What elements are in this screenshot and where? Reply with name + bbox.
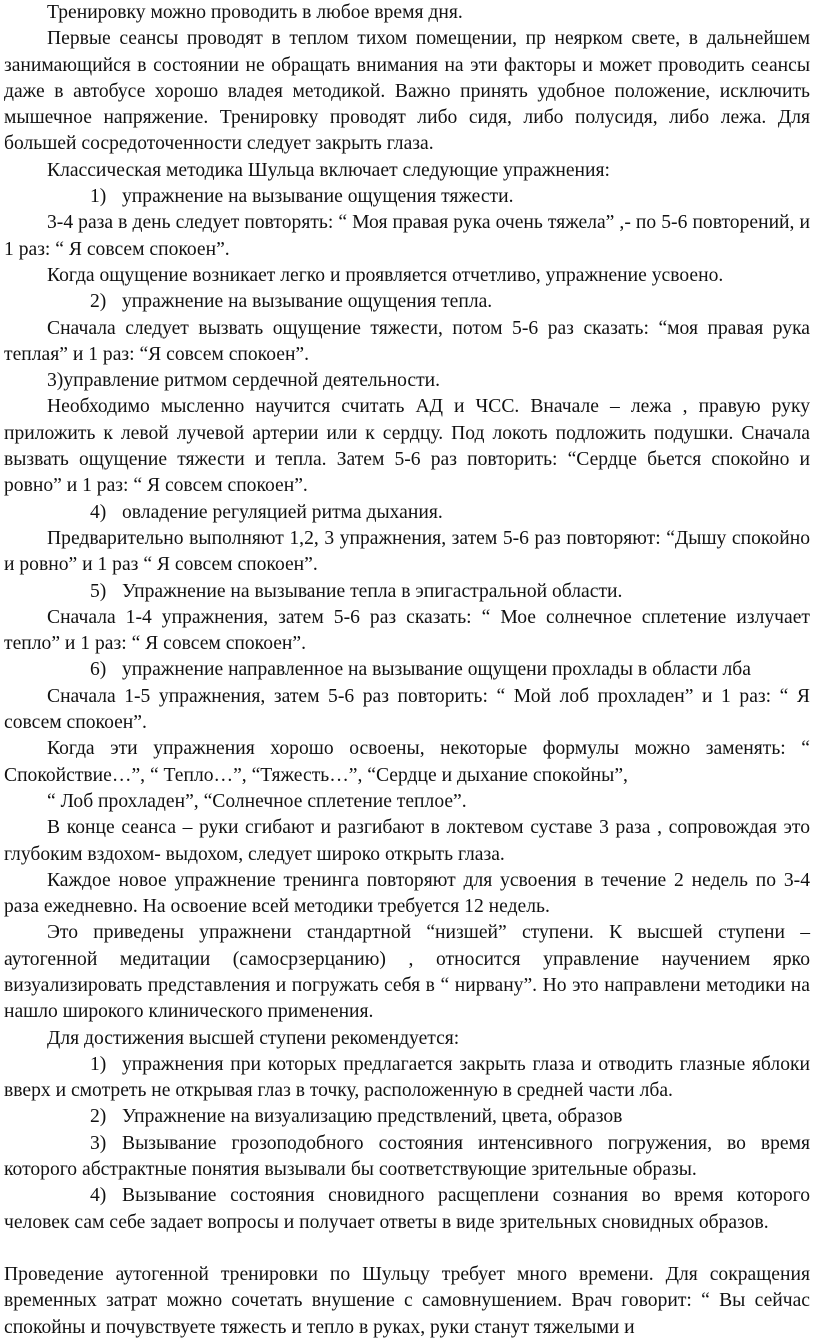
list-item-number: 4) <box>90 1185 107 1207</box>
list-item <box>4 1052 810 1105</box>
list-item-text: упражнение на вызывание ощущения тяжести. <box>122 186 514 208</box>
paragraph: Предварительно выполняют 1,2, 3 упражнения, затем 5-6 раз повторяют: “Дышу спокойно и ровно” и 1 раз “ Я совсем спокоен”. <box>4 527 810 576</box>
list-item-number: 1) <box>90 1053 107 1075</box>
list-item-number: 6) <box>90 659 107 681</box>
list-item-number: 1) <box>90 186 107 208</box>
list-item <box>4 579 810 605</box>
list-item-text: Упражнение на визуализацию предствлений, цвета, образов <box>122 1106 623 1128</box>
paragraph: Первые сеансы проводят в теплом тихом помещении, пр неярком свете, в дальнейшем занимающийся в состоянии не обращать внимания на эти факторы и может проводить сеансы даже в автобусе хорошо владея методикой. Важно принять удобное положение, исключить мышечное напряжение. Тренировку проводят либо сидя, либо полусидя, либо лежа. Для большей сосредоточенности следует закрыть глаза. <box>4 28 810 155</box>
paragraph: Сначала 1-5 упражнения, затем 5-6 раз повторить: “ Мой лоб прохладен” и 1 раз: “ Я совсем спокоен”. <box>4 685 810 734</box>
list-item-text: овладение регуляцией ритма дыхания. <box>122 501 443 523</box>
paragraph: Сначала следует вызвать ощущение тяжести, потом 5-6 раз сказать: “моя правая рука теплая” и 1 раз: “Я совсем спокоен”. <box>4 317 810 365</box>
paragraph: Тренировку можно проводить в любое время дня. <box>47 2 463 23</box>
list-item-number: 4) <box>90 501 107 523</box>
list-item-text: Вызывание грозоподобного состояния интенсивного погружения, во время которого абстрактные понятия вызывали бы соответствующие зрительные образы. <box>4 1132 810 1181</box>
list-item-text: упражнение направленное на вызывание ощущени прохлады в области лба <box>122 659 751 681</box>
list-item-number: 2) <box>90 291 107 313</box>
list-item-text: Вызывание состояния сновидного расщеплени сознания во время которого человек сам себе задает вопросы и получает ответы в виде зрительных сновидных образов. <box>4 1185 810 1233</box>
list-item <box>4 1104 810 1130</box>
paragraph: Когда эти упражнения хорошо освоены, некоторые формулы можно заменять: “ Спокойствие…”, “ Тепло…”, “Тяжесть…”, “Сердце и дыхание спокойны”, <box>4 738 810 786</box>
list-item <box>4 184 810 210</box>
paragraph: Проведение аутогенной тренировки по Шульцу требует много времени. Для сокращения временных затрат можно сочетать внушение с самовнушением. Врач говорит: “ Вы сейчас спокойны и почувствуете тяжесть и тепло в руках, руки станут тяжелыми и <box>4 1263 810 1338</box>
list-item <box>4 500 810 526</box>
list-item <box>4 1131 810 1184</box>
list-item <box>4 657 810 683</box>
paragraph: 3-4 раза в день следует повторять: “ Моя правая рука очень тяжела” ,- по 5-6 повторений, и 1 раз: “ Я совсем спокоен”. <box>4 212 810 260</box>
list-item-number: 2) <box>90 1106 107 1128</box>
list-item-number: 3) <box>90 1132 107 1154</box>
paragraph: 3)управление ритмом сердечной деятельности. <box>47 370 441 392</box>
paragraph: Для достижения высшей ступени рекомендуется: <box>47 1027 460 1049</box>
paragraph: Это приведены упражнени стандартной “низшей” ступени. К высшей ступени – аутогенной медитации (самосрзерцанию) , относится управление научением ярко визуализировать представления и погружать себя в “ нирвану”. Но это направлени методики на нашло широкого клинического применения. <box>4 922 810 1023</box>
list-item-number: 5) <box>90 580 107 602</box>
paragraph: В конце сеанса – руки сгибают и разгибают в локтевом суставе 3 раза , сопровождая это глубоким вздохом- выдохом, следует широко открыть глаза. <box>4 817 810 865</box>
paragraph: Каждое новое упражнение тренинга повторяют для усвоения в течение 2 недель по 3-4 раза ежедневно. На освоение всей методики требуется 12 недель. <box>4 869 810 918</box>
list-item <box>4 1183 810 1236</box>
paragraph: Необходимо мысленно научится считать АД и ЧСС. Вначале – лежа , правую руку приложить к левой лучевой артерии или к сердцу. Под локоть подложить подушки. Сначала вызвать ощущение тяжести и тепла. Затем 5-6 раз повторить: “Сердце бьется спокойно и ровно” и 1 раз: “ Я совсем спокоен”. <box>4 396 810 497</box>
list-item-text: упражнение на вызывание ощущения тепла. <box>122 291 493 313</box>
paragraph: Классическая методика Шульца включает следующие упражнения: <box>47 159 610 181</box>
paragraph: Сначала 1-4 упражнения, затем 5-6 раз сказать: “ Мое солнечное сплетение излучает тепло” и 1 раз: “ Я совсем спокоен”. <box>4 606 810 655</box>
paragraph: “ Лоб прохладен”, “Солнечное сплетение теплое”. <box>47 790 467 812</box>
list-item <box>4 289 810 315</box>
list-item-text: упражнения при которых предлагается закрыть глаза и отводить глазные яблоки вверх и смотреть не открывая глаз в точку, расположенную в средней части лба. <box>4 1053 810 1102</box>
paragraph: Когда ощущение возникает легко и проявляется отчетливо, упражнение усвоено. <box>47 264 724 286</box>
list-item-text: Упражнение на вызывание тепла в эпигастральной области. <box>122 580 623 602</box>
paragraph-gap <box>4 1236 810 1262</box>
